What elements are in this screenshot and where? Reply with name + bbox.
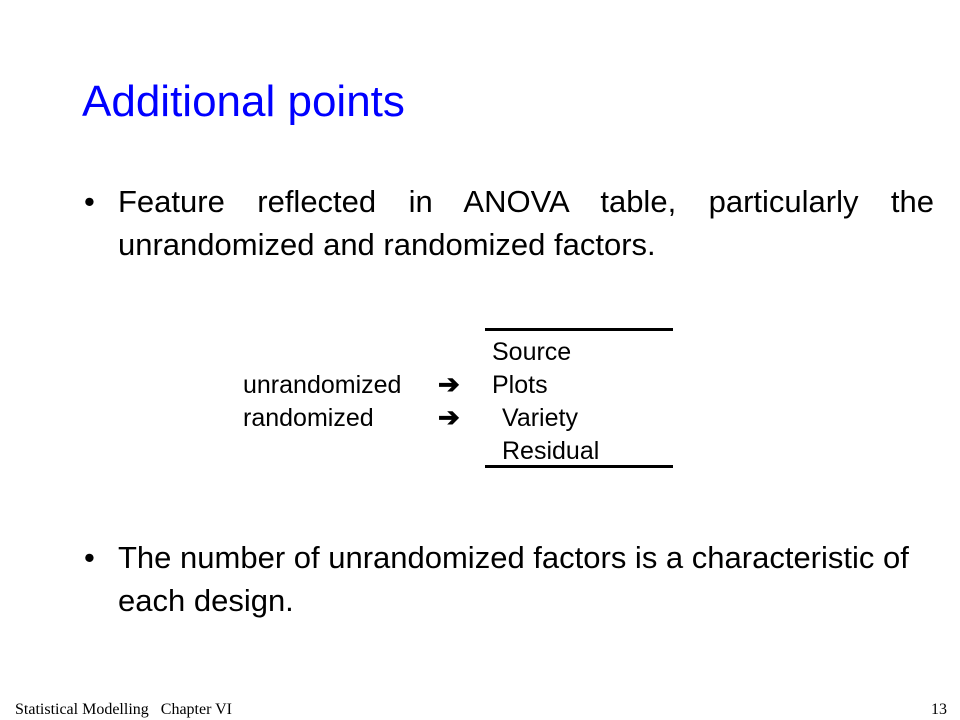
right-arrow-icon: ➔ (438, 369, 460, 399)
source-row-plots: Plots (492, 371, 548, 399)
table-bottom-rule (485, 465, 673, 468)
footer-course-label: Statistical Modelling Chapter VI (15, 701, 233, 718)
table-top-rule (485, 328, 673, 331)
bullet-dot: • (84, 184, 95, 219)
bullet-text: Feature reflected in ANOVA table, particularly the unrandomized and randomized factors. (118, 184, 934, 262)
source-header: Source (492, 338, 572, 366)
randomized-label: randomized (243, 404, 374, 432)
page-number: 13 (931, 701, 947, 718)
unrandomized-label: unrandomized (243, 371, 402, 399)
source-row-residual: Residual (502, 437, 600, 465)
source-row-variety: Variety (502, 404, 578, 432)
bullet-item (84, 536, 934, 622)
bullet-text: The number of unrandomized factors is a characteristic of each design. (118, 540, 909, 618)
bullet-dot: • (84, 540, 95, 575)
slide-title: Additional points (82, 77, 405, 126)
right-arrow-icon: ➔ (438, 402, 460, 432)
bullet-item (84, 180, 934, 266)
